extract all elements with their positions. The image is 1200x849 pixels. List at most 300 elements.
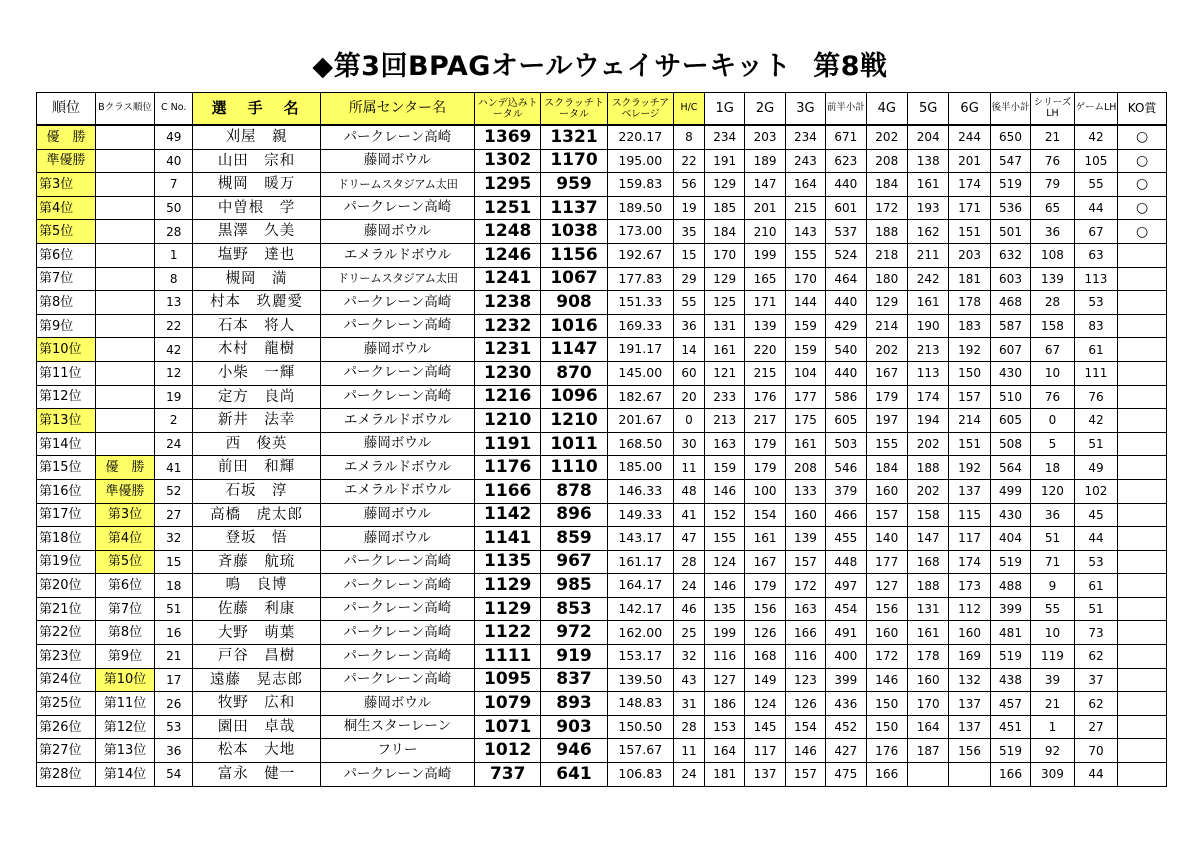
b-rank-cell bbox=[96, 220, 155, 244]
game1-score: 146 bbox=[704, 574, 744, 598]
rank-cell: 第16位 bbox=[37, 479, 96, 503]
table-row bbox=[37, 668, 1167, 692]
game6-score: 181 bbox=[949, 267, 990, 291]
center-name: ドリームスタジアム太田 bbox=[320, 173, 474, 197]
scratch-avg: 139.50 bbox=[607, 668, 673, 692]
game4-score: 214 bbox=[866, 314, 907, 338]
player-name: 木村 龍樹 bbox=[193, 338, 320, 362]
scratch-avg: 169.33 bbox=[607, 314, 673, 338]
game-lh: 55 bbox=[1074, 173, 1118, 197]
center-name: パークレーン高崎 bbox=[320, 385, 474, 409]
cno-cell: 49 bbox=[155, 125, 193, 149]
game-lh: 62 bbox=[1074, 692, 1118, 716]
game2-score: 165 bbox=[745, 267, 785, 291]
table-row bbox=[37, 196, 1167, 220]
first-half-subtotal: 475 bbox=[826, 763, 866, 787]
b-rank-cell: 第14位 bbox=[96, 763, 155, 787]
hc-value: 28 bbox=[673, 715, 704, 739]
player-name: 園田 卓哉 bbox=[193, 715, 320, 739]
center-name: 桐生スターレーン bbox=[320, 715, 474, 739]
ko-award: ○ bbox=[1118, 173, 1167, 197]
game4-score: 140 bbox=[866, 527, 907, 551]
first-half-subtotal: 503 bbox=[826, 432, 866, 456]
game4-score: 160 bbox=[866, 479, 907, 503]
player-name: 槻岡 暖万 bbox=[193, 173, 320, 197]
game1-score: 199 bbox=[704, 621, 744, 645]
hc-value: 15 bbox=[673, 243, 704, 267]
game2-score: 161 bbox=[745, 527, 785, 551]
ko-award bbox=[1118, 763, 1167, 787]
game3-score: 163 bbox=[785, 597, 825, 621]
series-lh: 71 bbox=[1031, 550, 1075, 574]
player-name: 中曽根 学 bbox=[193, 196, 320, 220]
second-half-subtotal: 605 bbox=[990, 409, 1030, 433]
ko-award bbox=[1118, 432, 1167, 456]
game3-score: 123 bbox=[785, 668, 825, 692]
game6-score: 183 bbox=[949, 314, 990, 338]
cno-cell: 26 bbox=[155, 692, 193, 716]
game5-score: 213 bbox=[907, 338, 948, 362]
header-g1: 1G bbox=[704, 93, 744, 126]
center-name: フリー bbox=[320, 739, 474, 763]
b-rank-cell: 第10位 bbox=[96, 668, 155, 692]
game4-score: 150 bbox=[866, 692, 907, 716]
series-lh: 120 bbox=[1031, 479, 1075, 503]
game3-score: 215 bbox=[785, 196, 825, 220]
rank-cell: 第13位 bbox=[37, 409, 96, 433]
page-title bbox=[0, 44, 1200, 83]
game4-score: 208 bbox=[866, 149, 907, 173]
center-name: パークレーン高崎 bbox=[320, 550, 474, 574]
hdcp-total: 737 bbox=[475, 763, 541, 787]
game-lh: 42 bbox=[1074, 125, 1118, 149]
game1-score: 153 bbox=[704, 715, 744, 739]
table-row bbox=[37, 574, 1167, 598]
scratch-total: 1321 bbox=[541, 125, 607, 149]
cno-cell: 52 bbox=[155, 479, 193, 503]
table-row bbox=[37, 125, 1167, 149]
game5-score: 164 bbox=[907, 715, 948, 739]
second-half-subtotal: 438 bbox=[990, 668, 1030, 692]
center-name: 藤岡ボウル bbox=[320, 527, 474, 551]
b-rank-cell: 準優勝 bbox=[96, 479, 155, 503]
game4-score: 150 bbox=[866, 715, 907, 739]
ko-award bbox=[1118, 338, 1167, 362]
hc-value: 55 bbox=[673, 291, 704, 315]
game3-score: 208 bbox=[785, 456, 825, 480]
rank-cell: 第25位 bbox=[37, 692, 96, 716]
first-half-subtotal: 440 bbox=[826, 291, 866, 315]
scratch-avg: 162.00 bbox=[607, 621, 673, 645]
center-name: エメラルドボウル bbox=[320, 456, 474, 480]
hc-value: 22 bbox=[673, 149, 704, 173]
game6-score: 137 bbox=[949, 479, 990, 503]
game1-score: 164 bbox=[704, 739, 744, 763]
hc-value: 19 bbox=[673, 196, 704, 220]
game5-score: 160 bbox=[907, 668, 948, 692]
game2-score: 167 bbox=[745, 550, 785, 574]
game4-score: 218 bbox=[866, 243, 907, 267]
game6-score: 137 bbox=[949, 692, 990, 716]
scratch-total: 959 bbox=[541, 173, 607, 197]
rank-cell: 第20位 bbox=[37, 574, 96, 598]
ko-award bbox=[1118, 550, 1167, 574]
rank-cell: 準優勝 bbox=[37, 149, 96, 173]
game2-score: 117 bbox=[745, 739, 785, 763]
header-g6: 6G bbox=[949, 93, 990, 126]
game3-score: 177 bbox=[785, 385, 825, 409]
hc-value: 24 bbox=[673, 763, 704, 787]
scratch-avg: 173.00 bbox=[607, 220, 673, 244]
game2-score: 179 bbox=[745, 456, 785, 480]
game4-score: 157 bbox=[866, 503, 907, 527]
game3-score: 143 bbox=[785, 220, 825, 244]
hc-value: 0 bbox=[673, 409, 704, 433]
second-half-subtotal: 547 bbox=[990, 149, 1030, 173]
game2-score: 199 bbox=[745, 243, 785, 267]
scratch-total: 903 bbox=[541, 715, 607, 739]
rank-cell: 第19位 bbox=[37, 550, 96, 574]
game2-score: 156 bbox=[745, 597, 785, 621]
game1-score: 121 bbox=[704, 361, 744, 385]
cno-cell: 22 bbox=[155, 314, 193, 338]
player-name: 山田 宗和 bbox=[193, 149, 320, 173]
hc-value: 32 bbox=[673, 645, 704, 669]
game4-score: 129 bbox=[866, 291, 907, 315]
hdcp-total: 1210 bbox=[475, 409, 541, 433]
center-name: ドリームスタジアム太田 bbox=[320, 267, 474, 291]
series-lh: 9 bbox=[1031, 574, 1075, 598]
game1-score: 170 bbox=[704, 243, 744, 267]
game5-score: 188 bbox=[907, 456, 948, 480]
second-half-subtotal: 451 bbox=[990, 715, 1030, 739]
rank-cell: 第11位 bbox=[37, 361, 96, 385]
first-half-subtotal: 436 bbox=[826, 692, 866, 716]
scratch-total: 967 bbox=[541, 550, 607, 574]
results-body bbox=[37, 125, 1167, 786]
second-half-subtotal: 481 bbox=[990, 621, 1030, 645]
ko-award: ○ bbox=[1118, 220, 1167, 244]
first-half-subtotal: 497 bbox=[826, 574, 866, 598]
second-half-subtotal: 499 bbox=[990, 479, 1030, 503]
game6-score: 169 bbox=[949, 645, 990, 669]
cno-cell: 16 bbox=[155, 621, 193, 645]
table-row bbox=[37, 527, 1167, 551]
game3-score: 175 bbox=[785, 409, 825, 433]
hdcp-total: 1122 bbox=[475, 621, 541, 645]
game-lh: 105 bbox=[1074, 149, 1118, 173]
ko-award bbox=[1118, 527, 1167, 551]
series-lh: 92 bbox=[1031, 739, 1075, 763]
game4-score: 172 bbox=[866, 645, 907, 669]
b-rank-cell bbox=[96, 291, 155, 315]
game-lh: 61 bbox=[1074, 574, 1118, 598]
rank-cell: 第21位 bbox=[37, 597, 96, 621]
hdcp-total: 1071 bbox=[475, 715, 541, 739]
scratch-avg: 164.17 bbox=[607, 574, 673, 598]
scratch-total: 1210 bbox=[541, 409, 607, 433]
scratch-total: 1038 bbox=[541, 220, 607, 244]
table-row bbox=[37, 597, 1167, 621]
center-name: エメラルドボウル bbox=[320, 243, 474, 267]
scratch-avg: 161.17 bbox=[607, 550, 673, 574]
player-name: 登坂 悟 bbox=[193, 527, 320, 551]
table-row bbox=[37, 503, 1167, 527]
first-half-subtotal: 464 bbox=[826, 267, 866, 291]
hdcp-total: 1238 bbox=[475, 291, 541, 315]
header-ko: KO賞 bbox=[1118, 93, 1167, 126]
first-half-subtotal: 440 bbox=[826, 173, 866, 197]
ko-award: ○ bbox=[1118, 196, 1167, 220]
game6-score: 156 bbox=[949, 739, 990, 763]
game4-score: 146 bbox=[866, 668, 907, 692]
cno-cell: 28 bbox=[155, 220, 193, 244]
second-half-subtotal: 650 bbox=[990, 125, 1030, 149]
game2-score: 147 bbox=[745, 173, 785, 197]
header-scratch-avg: スクラッチアベレージ bbox=[607, 93, 673, 126]
rank-cell: 第23位 bbox=[37, 645, 96, 669]
scratch-avg: 142.17 bbox=[607, 597, 673, 621]
game3-score: 161 bbox=[785, 432, 825, 456]
scratch-total: 1096 bbox=[541, 385, 607, 409]
b-rank-cell: 第9位 bbox=[96, 645, 155, 669]
first-half-subtotal: 466 bbox=[826, 503, 866, 527]
rank-cell: 第3位 bbox=[37, 173, 96, 197]
game6-score: 173 bbox=[949, 574, 990, 598]
game4-score: 177 bbox=[866, 550, 907, 574]
game-lh: 70 bbox=[1074, 739, 1118, 763]
rank-cell: 第9位 bbox=[37, 314, 96, 338]
b-rank-cell: 第13位 bbox=[96, 739, 155, 763]
ko-award bbox=[1118, 409, 1167, 433]
cno-cell: 50 bbox=[155, 196, 193, 220]
game5-score: 193 bbox=[907, 196, 948, 220]
hdcp-total: 1295 bbox=[475, 173, 541, 197]
center-name: パークレーン高崎 bbox=[320, 125, 474, 149]
center-name: パークレーン高崎 bbox=[320, 763, 474, 787]
second-half-subtotal: 536 bbox=[990, 196, 1030, 220]
scratch-total: 893 bbox=[541, 692, 607, 716]
series-lh: 5 bbox=[1031, 432, 1075, 456]
game5-score: 113 bbox=[907, 361, 948, 385]
ko-award bbox=[1118, 314, 1167, 338]
game5-score: 211 bbox=[907, 243, 948, 267]
scratch-total: 908 bbox=[541, 291, 607, 315]
ko-award bbox=[1118, 479, 1167, 503]
game3-score: 160 bbox=[785, 503, 825, 527]
series-lh: 55 bbox=[1031, 597, 1075, 621]
scratch-avg: 157.67 bbox=[607, 739, 673, 763]
game2-score: 179 bbox=[745, 574, 785, 598]
game2-score: 220 bbox=[745, 338, 785, 362]
game-lh: 62 bbox=[1074, 645, 1118, 669]
rank-cell: 優 勝 bbox=[37, 125, 96, 149]
game3-score: 157 bbox=[785, 763, 825, 787]
center-name: パークレーン高崎 bbox=[320, 196, 474, 220]
game6-score: 137 bbox=[949, 715, 990, 739]
hdcp-total: 1246 bbox=[475, 243, 541, 267]
center-name: 藤岡ボウル bbox=[320, 149, 474, 173]
game3-score: 243 bbox=[785, 149, 825, 173]
second-half-subtotal: 510 bbox=[990, 385, 1030, 409]
game5-score: 187 bbox=[907, 739, 948, 763]
hdcp-total: 1369 bbox=[475, 125, 541, 149]
cno-cell: 17 bbox=[155, 668, 193, 692]
player-name: 定方 良尚 bbox=[193, 385, 320, 409]
cno-cell: 32 bbox=[155, 527, 193, 551]
game3-score: 139 bbox=[785, 527, 825, 551]
scratch-avg: 146.33 bbox=[607, 479, 673, 503]
cno-cell: 13 bbox=[155, 291, 193, 315]
second-half-subtotal: 519 bbox=[990, 739, 1030, 763]
game5-score: 131 bbox=[907, 597, 948, 621]
center-name: 藤岡ボウル bbox=[320, 692, 474, 716]
table-row bbox=[37, 763, 1167, 787]
cno-cell: 51 bbox=[155, 597, 193, 621]
game1-score: 116 bbox=[704, 645, 744, 669]
hc-value: 30 bbox=[673, 432, 704, 456]
ko-award bbox=[1118, 385, 1167, 409]
game5-score: 158 bbox=[907, 503, 948, 527]
header-b-rank: Bクラス順位 bbox=[96, 93, 155, 126]
b-rank-cell: 優 勝 bbox=[96, 456, 155, 480]
hc-value: 28 bbox=[673, 550, 704, 574]
scratch-avg: 151.33 bbox=[607, 291, 673, 315]
game4-score: 172 bbox=[866, 196, 907, 220]
game6-score: 192 bbox=[949, 338, 990, 362]
cno-cell: 42 bbox=[155, 338, 193, 362]
rank-cell: 第17位 bbox=[37, 503, 96, 527]
table-row bbox=[37, 432, 1167, 456]
first-half-subtotal: 454 bbox=[826, 597, 866, 621]
scratch-total: 972 bbox=[541, 621, 607, 645]
game2-score: 126 bbox=[745, 621, 785, 645]
ko-award bbox=[1118, 668, 1167, 692]
hc-value: 48 bbox=[673, 479, 704, 503]
hdcp-total: 1135 bbox=[475, 550, 541, 574]
table-row bbox=[37, 267, 1167, 291]
b-rank-cell bbox=[96, 267, 155, 291]
game4-score: 176 bbox=[866, 739, 907, 763]
game1-score: 146 bbox=[704, 479, 744, 503]
hdcp-total: 1231 bbox=[475, 338, 541, 362]
table-row bbox=[37, 173, 1167, 197]
table-row bbox=[37, 385, 1167, 409]
scratch-avg: 106.83 bbox=[607, 763, 673, 787]
game1-score: 163 bbox=[704, 432, 744, 456]
scratch-total: 853 bbox=[541, 597, 607, 621]
game1-score: 161 bbox=[704, 338, 744, 362]
series-lh: 39 bbox=[1031, 668, 1075, 692]
game-lh: 51 bbox=[1074, 432, 1118, 456]
hdcp-total: 1241 bbox=[475, 267, 541, 291]
cno-cell: 8 bbox=[155, 267, 193, 291]
game-lh: 53 bbox=[1074, 291, 1118, 315]
game6-score: 112 bbox=[949, 597, 990, 621]
center-name: パークレーン高崎 bbox=[320, 361, 474, 385]
hdcp-total: 1230 bbox=[475, 361, 541, 385]
game1-score: 181 bbox=[704, 763, 744, 787]
game-lh: 49 bbox=[1074, 456, 1118, 480]
series-lh: 51 bbox=[1031, 527, 1075, 551]
scratch-total: 985 bbox=[541, 574, 607, 598]
center-name: パークレーン高崎 bbox=[320, 574, 474, 598]
table-row bbox=[37, 739, 1167, 763]
game6-score: 117 bbox=[949, 527, 990, 551]
hc-value: 56 bbox=[673, 173, 704, 197]
scratch-total: 870 bbox=[541, 361, 607, 385]
second-half-subtotal: 587 bbox=[990, 314, 1030, 338]
scratch-total: 837 bbox=[541, 668, 607, 692]
hdcp-total: 1191 bbox=[475, 432, 541, 456]
game6-score: 201 bbox=[949, 149, 990, 173]
scratch-avg: 182.67 bbox=[607, 385, 673, 409]
b-rank-cell bbox=[96, 409, 155, 433]
ko-award bbox=[1118, 267, 1167, 291]
player-name: 斉藤 航琉 bbox=[193, 550, 320, 574]
second-half-subtotal: 501 bbox=[990, 220, 1030, 244]
game2-score: 176 bbox=[745, 385, 785, 409]
game1-score: 129 bbox=[704, 267, 744, 291]
game5-score: 170 bbox=[907, 692, 948, 716]
game5-score: 161 bbox=[907, 621, 948, 645]
rank-cell: 第28位 bbox=[37, 763, 96, 787]
scratch-avg: 191.17 bbox=[607, 338, 673, 362]
scratch-total: 919 bbox=[541, 645, 607, 669]
cno-cell: 27 bbox=[155, 503, 193, 527]
b-rank-cell bbox=[96, 173, 155, 197]
first-half-subtotal: 452 bbox=[826, 715, 866, 739]
game2-score: 171 bbox=[745, 291, 785, 315]
ko-award bbox=[1118, 645, 1167, 669]
b-rank-cell: 第8位 bbox=[96, 621, 155, 645]
scratch-avg: 185.00 bbox=[607, 456, 673, 480]
first-half-subtotal: 429 bbox=[826, 314, 866, 338]
player-name: 富永 健一 bbox=[193, 763, 320, 787]
b-rank-cell: 第6位 bbox=[96, 574, 155, 598]
game2-score: 124 bbox=[745, 692, 785, 716]
diamond-icon: ◆ bbox=[312, 51, 334, 82]
second-half-subtotal: 564 bbox=[990, 456, 1030, 480]
cno-cell: 21 bbox=[155, 645, 193, 669]
second-half-subtotal: 468 bbox=[990, 291, 1030, 315]
hdcp-total: 1111 bbox=[475, 645, 541, 669]
game3-score: 159 bbox=[785, 314, 825, 338]
game-lh: 83 bbox=[1074, 314, 1118, 338]
game4-score: 202 bbox=[866, 338, 907, 362]
game3-score: 154 bbox=[785, 715, 825, 739]
first-half-subtotal: 440 bbox=[826, 361, 866, 385]
game1-score: 185 bbox=[704, 196, 744, 220]
game2-score: 217 bbox=[745, 409, 785, 433]
game5-score: 161 bbox=[907, 291, 948, 315]
scratch-total: 1110 bbox=[541, 456, 607, 480]
series-lh: 1 bbox=[1031, 715, 1075, 739]
game-lh: 42 bbox=[1074, 409, 1118, 433]
game3-score: 104 bbox=[785, 361, 825, 385]
series-lh: 36 bbox=[1031, 220, 1075, 244]
center-name: パークレーン高崎 bbox=[320, 597, 474, 621]
game3-score: 170 bbox=[785, 267, 825, 291]
hdcp-total: 1095 bbox=[475, 668, 541, 692]
table-row bbox=[37, 550, 1167, 574]
game2-score: 210 bbox=[745, 220, 785, 244]
cno-cell: 41 bbox=[155, 456, 193, 480]
center-name: エメラルドボウル bbox=[320, 409, 474, 433]
game1-score: 131 bbox=[704, 314, 744, 338]
ko-award bbox=[1118, 621, 1167, 645]
game-lh: 76 bbox=[1074, 385, 1118, 409]
